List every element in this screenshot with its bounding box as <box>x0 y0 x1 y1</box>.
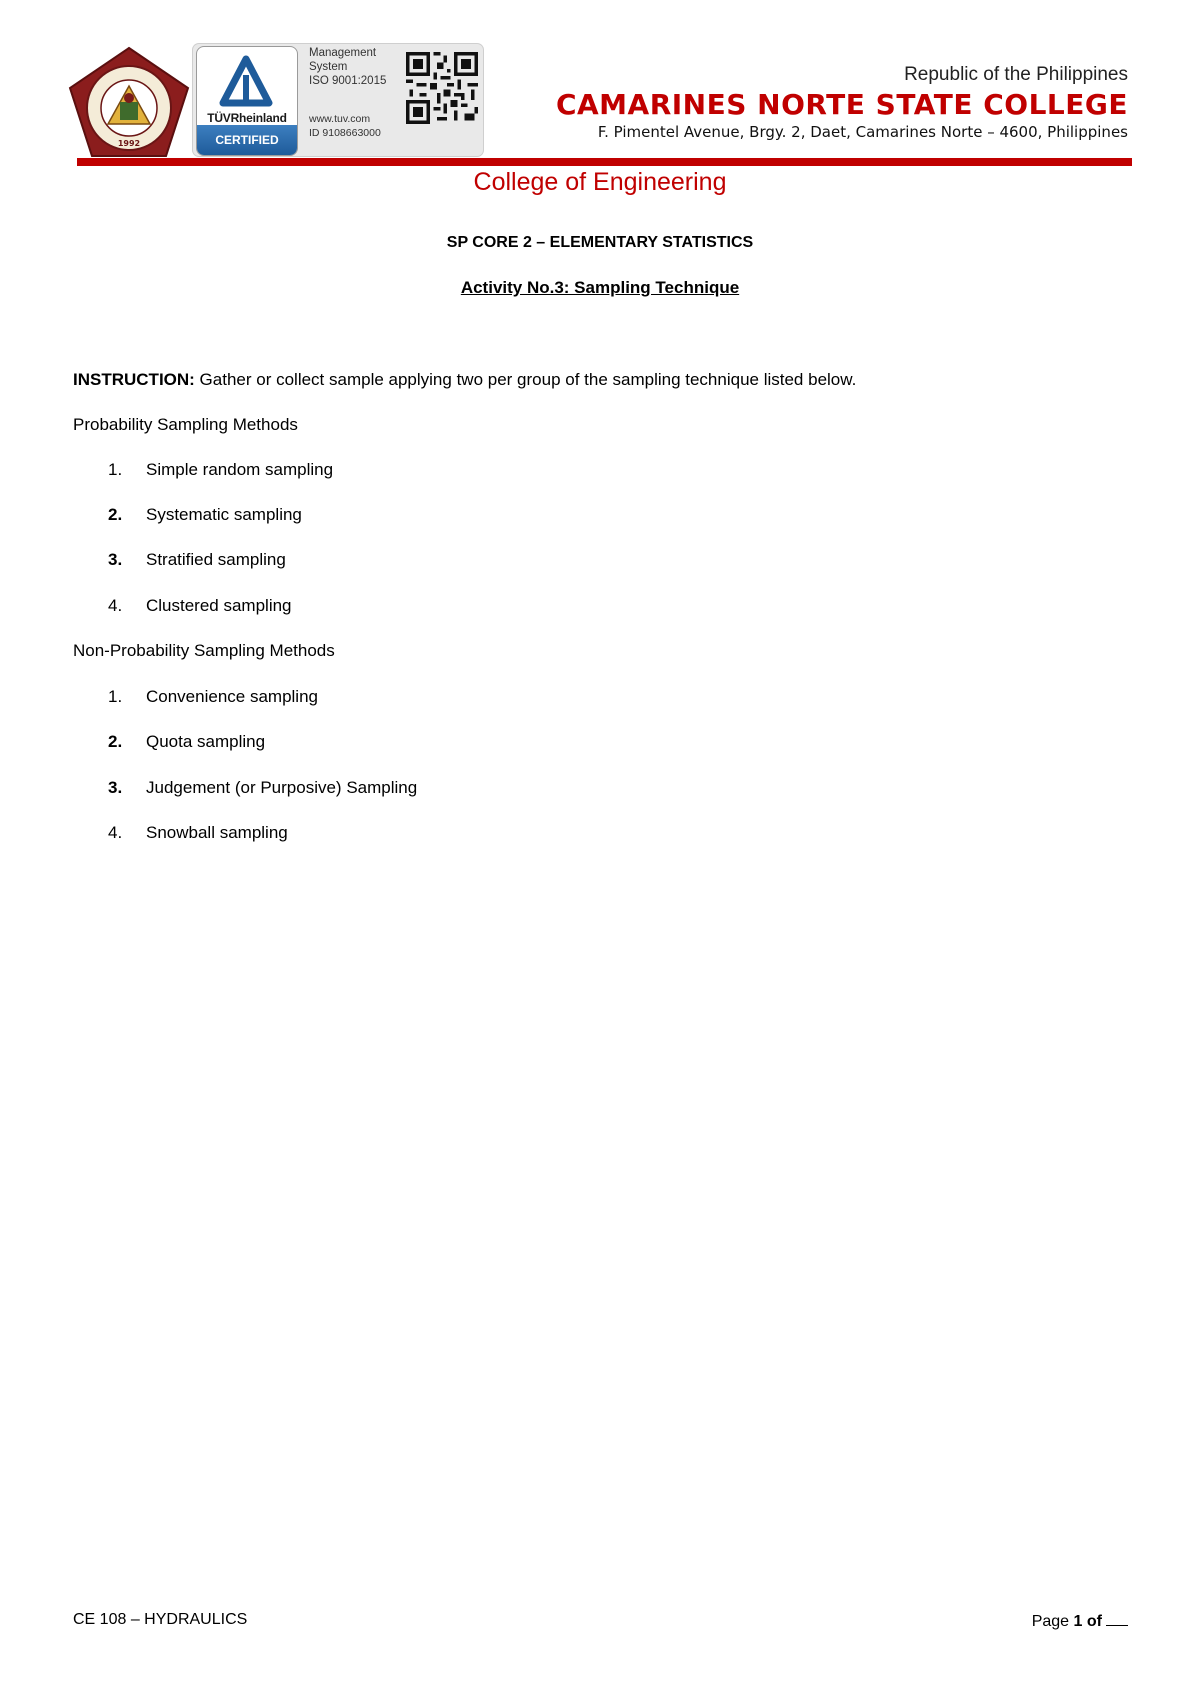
list-number: 2. <box>108 505 123 524</box>
instruction-label: INSTRUCTION: <box>73 370 195 389</box>
footer-page-number <box>1032 1611 1128 1631</box>
certification-details <box>309 46 399 140</box>
seal-year: 1992 <box>117 139 141 148</box>
list-number: 4. <box>108 823 123 842</box>
department-title: College of Engineering <box>473 168 727 196</box>
college-address: F. Pimentel Avenue, Brgy. 2, Daet, Camarines Norte – 4600, Philippines <box>597 123 1128 141</box>
list-label: Clustered sampling <box>146 596 292 615</box>
list-number: 2. <box>108 732 123 751</box>
header-divider <box>77 158 1132 166</box>
list-item <box>108 550 286 570</box>
page-number: 1 <box>1073 1613 1083 1630</box>
subject-title: SP CORE 2 – ELEMENTARY STATISTICS <box>446 234 754 251</box>
tuv-name: TÜVRheinland <box>207 111 287 125</box>
list-item <box>108 596 292 616</box>
cert-line: ISO 9001:2015 <box>309 75 387 87</box>
list-label: Judgement (or Purposive) Sampling <box>146 778 418 797</box>
footer-course: CE 108 – HYDRAULICS <box>73 1611 248 1628</box>
republic-label: Republic of the Philippines <box>904 64 1128 85</box>
college-seal-logo <box>68 46 190 158</box>
tuv-badge <box>196 46 298 156</box>
of-label: of <box>1086 1613 1102 1630</box>
list-number: 1. <box>108 687 123 706</box>
college-name: CAMARINES NORTE STATE COLLEGE <box>555 88 1128 121</box>
probability-section-title: Probability Sampling Methods <box>73 415 298 434</box>
list-number: 3. <box>108 778 123 797</box>
cert-id: ID 9108663000 <box>309 127 381 139</box>
list-number: 3. <box>108 550 123 569</box>
list-item <box>108 732 265 752</box>
list-number: 4. <box>108 596 123 615</box>
certified-label: CERTIFIED <box>197 125 297 155</box>
cert-line: System <box>309 61 348 73</box>
list-label: Snowball sampling <box>146 823 288 842</box>
list-number: 1. <box>108 460 123 479</box>
activity-title: Activity No.3: Sampling Technique <box>460 278 740 297</box>
list-label: Quota sampling <box>146 732 266 751</box>
instruction-text: Gather or collect sample applying two per group of the sampling technique listed below. <box>194 370 857 389</box>
list-item <box>108 505 302 525</box>
list-item <box>108 460 333 480</box>
instruction <box>73 370 856 390</box>
list-label: Simple random sampling <box>146 460 334 479</box>
cert-website: www.tuv.com <box>309 113 371 125</box>
page-label: Page <box>1031 1613 1070 1630</box>
list-label: Convenience sampling <box>146 687 318 706</box>
iso-certification-card <box>193 44 483 156</box>
non-probability-section-title: Non-Probability Sampling Methods <box>73 641 335 660</box>
list-label: Systematic sampling <box>146 505 302 524</box>
list-item <box>108 778 417 798</box>
qr-code-icon <box>406 50 478 126</box>
list-item <box>108 687 318 707</box>
tuv-triangle-icon <box>219 55 273 109</box>
list-label: Stratified sampling <box>146 550 286 569</box>
list-item <box>108 823 288 843</box>
page-total-blank <box>1106 1611 1128 1626</box>
cert-line: Management <box>309 47 377 59</box>
